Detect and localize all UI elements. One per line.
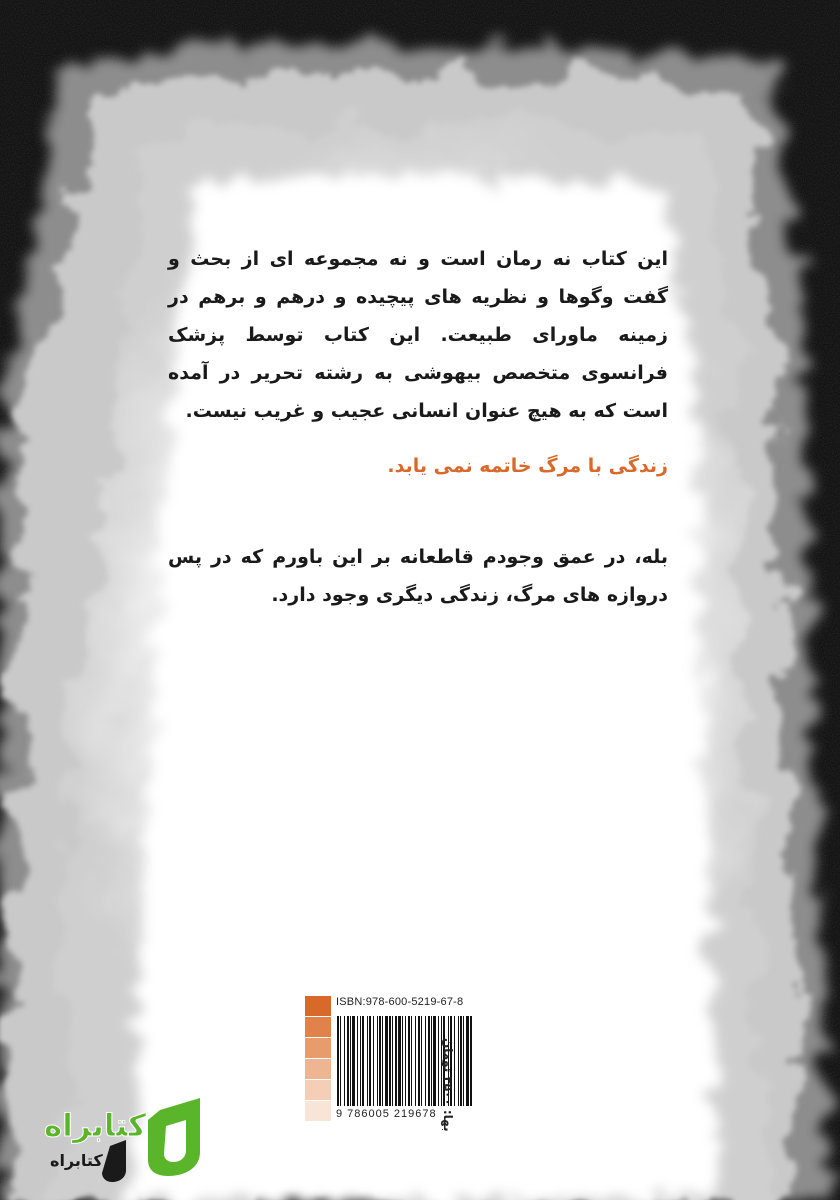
color-swatch xyxy=(305,1101,331,1121)
description-paragraph: این کتاب نه رمان است و نه مجموعه ای از بحث و گفت وگوها و نظریه های پیچیده و درهم و برهم در زمینه ماورای طبیعت. این کتاب توسط پزشک فرانسوی متخصص بیهوشی به رشته تحریر در آمده است که به هیچ عنوان انسانی عجیب و غریب نیست. xyxy=(168,248,668,422)
color-swatch xyxy=(305,996,331,1016)
barcode-block xyxy=(305,996,515,1124)
price-label: بها: ۳۵۰۰ تومان xyxy=(441,1038,455,1132)
logo-subtitle: کتابراه xyxy=(50,1151,103,1170)
closing-paragraph: بله، در عمق وجودم قاطعانه بر این باورم که در پس دروازه های مرگ، زندگی دیگری وجود دارد. xyxy=(168,546,668,606)
color-swatch xyxy=(305,1038,331,1058)
barcode-number: 9 786005 219678 xyxy=(336,1108,437,1120)
color-swatch xyxy=(305,1017,331,1037)
isbn-label: ISBN:978-600-5219-67-8 xyxy=(336,996,464,1008)
highlight-quote: زندگی با مرگ خاتمه نمی یابد. xyxy=(387,455,668,477)
color-swatch xyxy=(305,1080,331,1100)
logo-wordmark: کتابراه xyxy=(44,1108,147,1144)
color-swatch xyxy=(305,1059,331,1079)
